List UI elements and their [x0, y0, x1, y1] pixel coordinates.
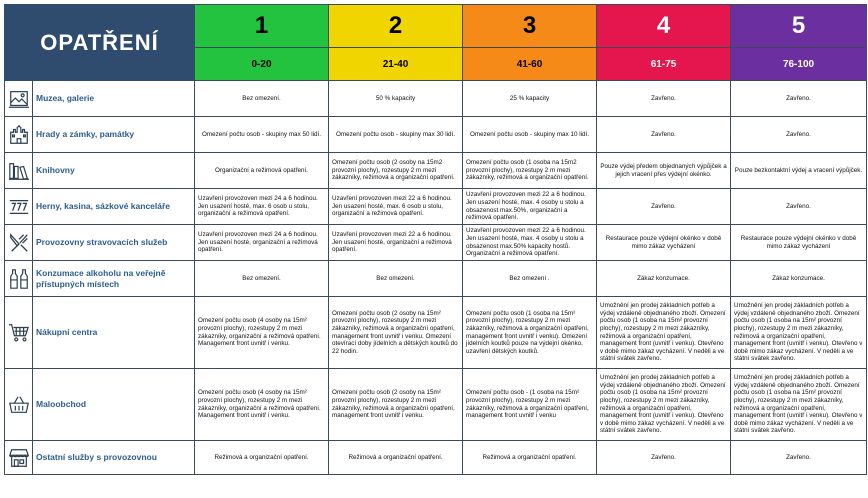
table-row — [5, 153, 867, 189]
row-cell-level-2: Omezení počtu osob (2 osoby na 15m² provozní plochy), rozestupy 2 m mezi zákazníky, režimová a organizační opatření, management front uvnitř i venku. Omezení otevírací doby jídelních a dětských koutků do 22 hodin. — [329, 297, 463, 369]
row-name: Knihovny — [33, 153, 195, 189]
level-3-number: 3 — [463, 5, 597, 48]
row-cell-level-3: Omezení počtu osob - skupiny max 10 lidí. — [463, 117, 597, 153]
row-cell-level-4: Restaurace pouze výdejní okénko v době mimo zákaz vycházení — [597, 225, 731, 261]
row-name: Provozovny stravovacích služeb — [33, 225, 195, 261]
row-cell-level-5: Umožnění jen prodej základních potřeb a výdej vzdáleně objednaného zboží. Omezení počtu osob (1 osoba na 15m² provozní plochy), rozestupy 2 m mezi zákazníky, režimová a organizační opatření, management front (uvnitř i venku). Otevřeno v době mimo zákaz vycházení. V neděli a ve státní svátek zavřeno. — [731, 369, 867, 441]
level-4-number: 4 — [597, 5, 731, 48]
row-cell-level-5: Zavřeno. — [731, 81, 867, 117]
row-cell-level-2: Omezení počtu osob - skupiny max 30 lidí. — [329, 117, 463, 153]
level-2-range: 21-40 — [329, 48, 463, 81]
table-row — [5, 297, 867, 369]
row-cell-level-1: Bez omezení. — [195, 261, 329, 297]
books-icon — [5, 153, 33, 189]
table-row — [5, 81, 867, 117]
level-5-range: 76-100 — [731, 48, 867, 81]
storefront-icon — [5, 441, 33, 475]
row-cell-level-2: Uzavření provozoven mezi 22 a 6 hodinou. Jen usazení hosté, max. 6 osob u stolu, organizační a režimová opatření. — [329, 189, 463, 225]
row-cell-level-2: Bez omezení. — [329, 261, 463, 297]
row-cell-level-4: Zavřeno. — [597, 441, 731, 475]
row-name: Ostatní služby s provozovnou — [33, 441, 195, 475]
row-name: Nákupní centra — [33, 297, 195, 369]
row-cell-level-3: Omezení počtu osob - (1 osoba na 15m² provozní plochy), rozestupy 2 m mezi zákazníky, režimová a organizační opatření, management front uvnitř i venku — [463, 369, 597, 441]
row-cell-level-4: Umožnění jen prodej základních potřeb a výdej vzdáleně objednaného zboží. Omezení počtu osob (1 osoba na 15m² provozní plochy), rozestupy 2 m mezi zákazníky, režimová a organizační opatření, management front (uvnitř i venku). Otevřeno v době mimo zákaz vycházení. V neděli a ve státní svátek zavřeno. — [597, 369, 731, 441]
row-cell-level-5: Pouze bezkontaktní výdej a vracení výpůjček. — [731, 153, 867, 189]
table-row — [5, 441, 867, 475]
header-level-row — [5, 5, 867, 48]
table-row — [5, 117, 867, 153]
row-name: Muzea, galerie — [33, 81, 195, 117]
row-cell-level-4: Umožnění jen prodej základních potřeb a výdej vzdáleně objednaného zboží. Omezení počtu osob (1 osoba na 15m² provozní plochy), rozestupy 2 m mezi zákazníky, režimová a organizační opatření, management front (uvnitř i venku). Otevřeno v době mimo zákaz vycházení. V neděli a ve státní svátek zavřeno. — [597, 297, 731, 369]
row-cell-level-1: Omezení počtu osob - skupiny max 50 lidí. — [195, 117, 329, 153]
row-cell-level-1: Omezení počtu osob (4 osoby na 15m² provozní plochy), rozestupy 2 m mezi zákazníky, organizační a režimová opatření. Management front uvnitř i venku. — [195, 369, 329, 441]
basket-icon — [5, 369, 33, 441]
level-4-range: 61-75 — [597, 48, 731, 81]
shopping-cart-icon — [5, 297, 33, 369]
row-cell-level-2: 50 % kapacity — [329, 81, 463, 117]
row-cell-level-5: Zavřeno. — [731, 189, 867, 225]
row-name: Herny, kasina, sázkové kanceláře — [33, 189, 195, 225]
slot-machine-icon — [5, 189, 33, 225]
row-cell-level-1: Režimová a organizační opatření. — [195, 441, 329, 475]
row-cell-level-3: Bez omezení . — [463, 261, 597, 297]
table-row — [5, 369, 867, 441]
row-cell-level-1: Organizační a režimová opatření. — [195, 153, 329, 189]
row-cell-level-5: Restaurace pouze výdejní okénko v době mimo zákaz vycházení — [731, 225, 867, 261]
row-cell-level-2: Omezení počtu osob (2 osoby na 15m² provozní plochy), rozestupy 2 m mezi zákazníky, režimová a organizační opatření, management front uvnitř i venku. — [329, 369, 463, 441]
row-cell-level-5: Zavřeno. — [731, 117, 867, 153]
row-name: Hrady a zámky, památky — [33, 117, 195, 153]
row-cell-level-4: Zavřeno. — [597, 81, 731, 117]
row-cell-level-3: 25 % kapacity — [463, 81, 597, 117]
table-row — [5, 225, 867, 261]
level-2-number: 2 — [329, 5, 463, 48]
row-cell-level-3: Omezení počtu osob (1 osoba na 15m² provozní plochy), rozestupy 2 m mezi zákazníky, režimová a organizační opatření, management front uvnitř i venku). Omezení jídelních koutků pouze na výdejní okénko, uzavření dětských koutků. — [463, 297, 597, 369]
row-cell-level-2: Režimová a organizační opatření. — [329, 441, 463, 475]
row-cell-level-2: Uzavření provozoven mezi 22 a 6 hodinou. Jen usazení hosté, organizační a režimová opatření. — [329, 225, 463, 261]
level-1-range: 0-20 — [195, 48, 329, 81]
row-cell-level-3: Uzavření provozoven mezi 22 a 6 hodinou. Jen usazení hosté, max. 4 osoby u stolu a obsazenost max.50%, organizační a režimová opatření. — [463, 189, 597, 225]
row-cell-level-3: Omezení počtu osob (1 osoba na 15m2 provozní plochy), rozestupy 2 m mezi zákazníky, režimová a organizační opatření. — [463, 153, 597, 189]
row-cell-level-5: Zavřeno. — [731, 441, 867, 475]
museum-icon — [5, 81, 33, 117]
row-cell-level-1: Omezení počtu osob (4 osoby na 15m² provozní plochy), rozestupy 2 m mezi zákazníky, organizační a režimová opatření. Management front uvnitř i venku. — [195, 297, 329, 369]
row-cell-level-5: Zákaz konzumace. — [731, 261, 867, 297]
row-cell-level-1: Uzavření provozoven mezi 24 a 6 hodinou. Jen usazení hosté, max. 6 osob u stolu, organizační a režimová opatření. — [195, 189, 329, 225]
row-cell-level-1: Bez omezení. — [195, 81, 329, 117]
row-name: Maloobchod — [33, 369, 195, 441]
row-cell-level-1: Uzavření provozoven mezi 24 a 6 hodinou. Jen usazení hosté, organizační a režimová opatření. — [195, 225, 329, 261]
row-cell-level-4: Zavřeno. — [597, 117, 731, 153]
row-cell-level-4: Zákaz konzumace. — [597, 261, 731, 297]
row-cell-level-4: Zavřeno. — [597, 189, 731, 225]
level-3-range: 41-60 — [463, 48, 597, 81]
table-title: OPATŘENÍ — [5, 5, 195, 81]
row-cell-level-3: Režimová a organizační opatření. — [463, 441, 597, 475]
row-name: Konzumace alkoholu na veřejně přístupných místech — [33, 261, 195, 297]
level-5-number: 5 — [731, 5, 867, 48]
fork-knife-icon — [5, 225, 33, 261]
table-row — [5, 261, 867, 297]
measures-table — [4, 4, 867, 475]
row-cell-level-2: Omezení počtu osob (2 osoby na 15m2 provozní plochy), rozestupy 2 m mezi zákazníky, režimová a organizační opatření. — [329, 153, 463, 189]
row-cell-level-4: Pouze výdej předem objednaných výpůjček a jejich vracení přes výdejní okénko. — [597, 153, 731, 189]
table-row — [5, 189, 867, 225]
castle-icon — [5, 117, 33, 153]
bottles-icon — [5, 261, 33, 297]
row-cell-level-3: Uzavření provozoven mezi 22 a 6 hodinou. Jen usazení hosté, max. 4 osoby u stolu a obsazenost max.50% kapacity hostů. Organizační a režimová opatření. — [463, 225, 597, 261]
level-1-number: 1 — [195, 5, 329, 48]
row-cell-level-5: Umožnění jen prodej základních potřeb a výdej vzdáleně objednaného zboží. Omezení počtu osob (1 osoba na 15m² provozní plochy), rozestupy 2 m mezi zákazníky, režimová a organizační opatření, management front (uvnitř i venku). Otevřeno v době mimo zákaz vycházení. V neděli a ve státní svátek zavřeno. — [731, 297, 867, 369]
